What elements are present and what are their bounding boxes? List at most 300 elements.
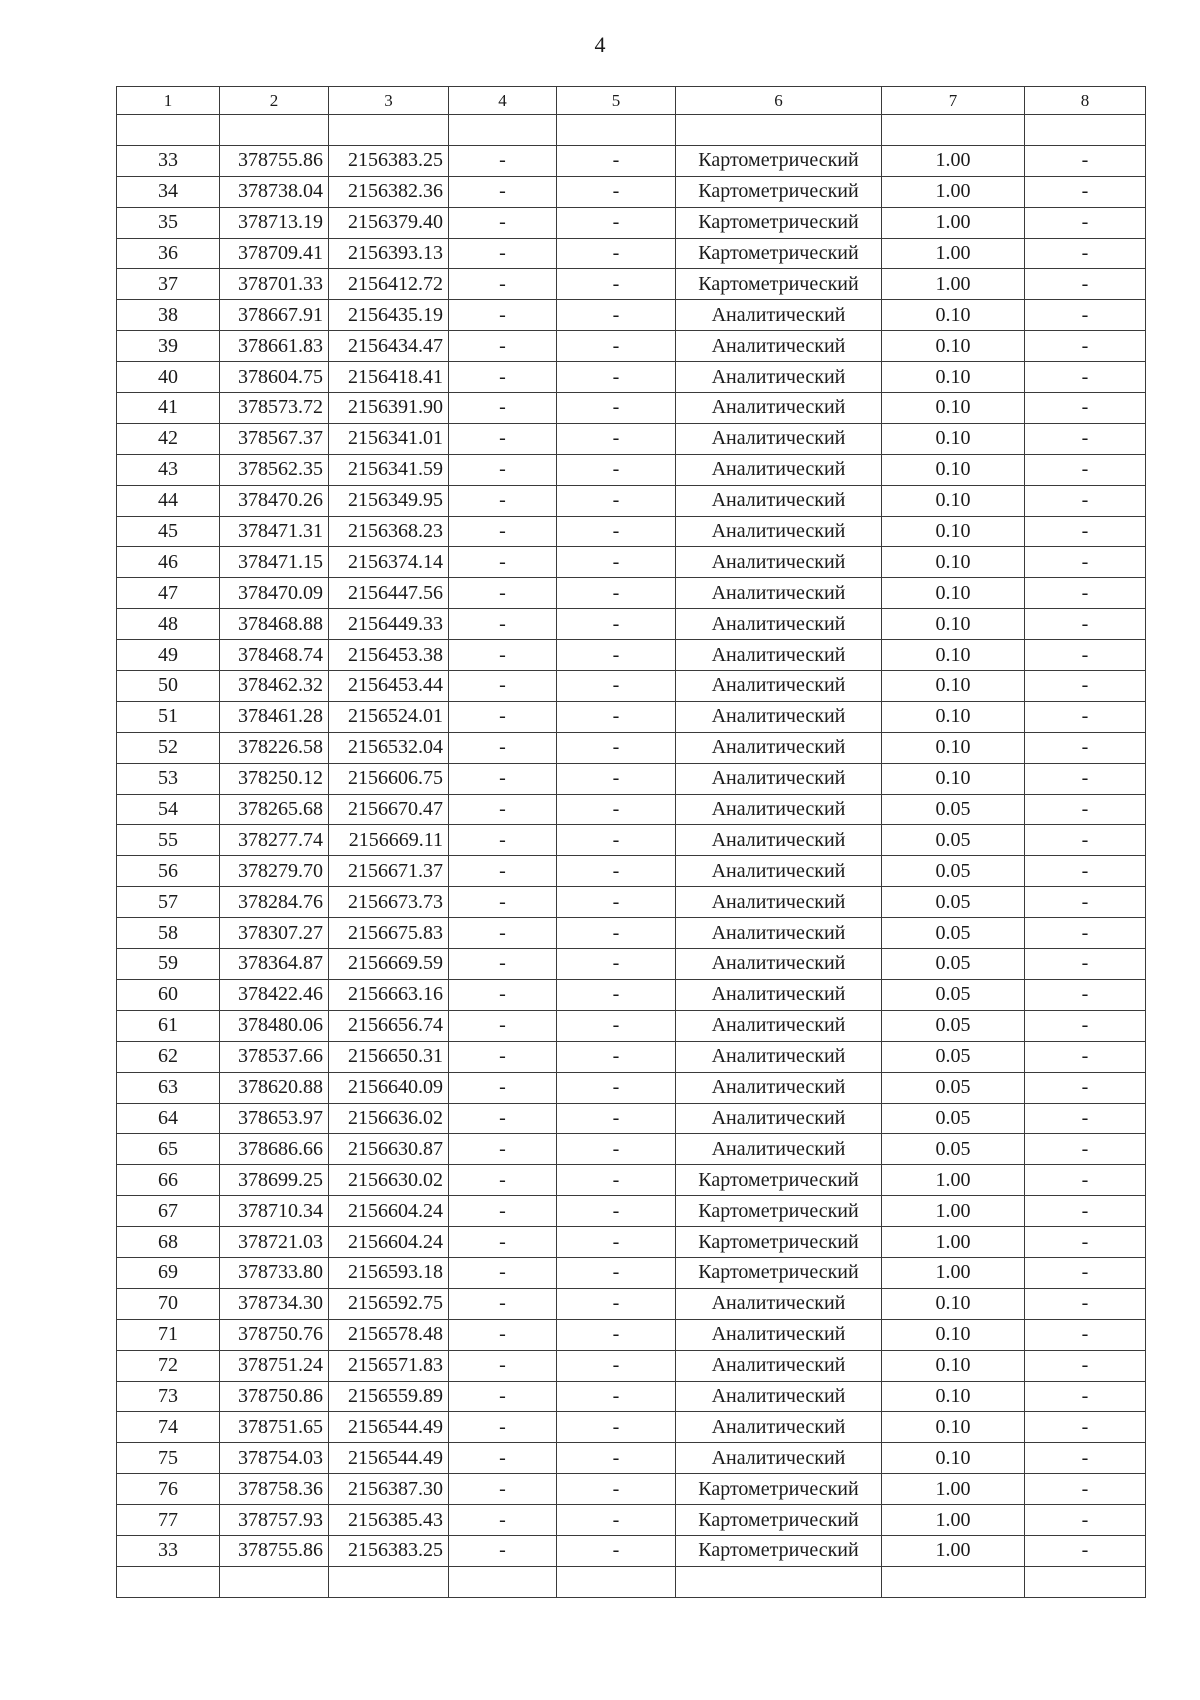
column-5-cell: -: [557, 300, 676, 331]
point-number-cell: 59: [117, 949, 220, 980]
x-coordinate-cell: 378250.12: [220, 763, 329, 794]
table-row: [117, 516, 1146, 547]
x-coordinate-cell: 378751.24: [220, 1350, 329, 1381]
point-number-cell: 60: [117, 979, 220, 1010]
table-row: [117, 300, 1146, 331]
accuracy-cell: 0.05: [882, 1010, 1025, 1041]
table-row: [117, 454, 1146, 485]
column-8-cell: -: [1025, 856, 1146, 887]
column-4-cell: -: [449, 362, 557, 393]
column-4-cell: -: [449, 578, 557, 609]
column-8-cell: -: [1025, 887, 1146, 918]
table-row: [117, 1103, 1146, 1134]
column-5-cell: -: [557, 423, 676, 454]
column-4-cell: -: [449, 516, 557, 547]
accuracy-cell: 1.00: [882, 207, 1025, 238]
column-header: 4: [449, 87, 557, 115]
x-coordinate-cell: 378755.86: [220, 145, 329, 176]
column-5-cell: -: [557, 1010, 676, 1041]
method-cell: Аналитический: [676, 300, 882, 331]
column-8-cell: -: [1025, 1165, 1146, 1196]
y-coordinate-cell: 2156559.89: [329, 1381, 449, 1412]
method-cell: Аналитический: [676, 1381, 882, 1412]
x-coordinate-cell: 378279.70: [220, 856, 329, 887]
x-coordinate-cell: 378226.58: [220, 732, 329, 763]
table-row: [117, 1165, 1146, 1196]
accuracy-cell: 1.00: [882, 269, 1025, 300]
y-coordinate-cell: 2156385.43: [329, 1505, 449, 1536]
point-number-cell: 57: [117, 887, 220, 918]
accuracy-cell: 0.05: [882, 1134, 1025, 1165]
column-5-cell: -: [557, 393, 676, 424]
method-cell: Аналитический: [676, 1072, 882, 1103]
column-header: 2: [220, 87, 329, 115]
column-8-cell: -: [1025, 516, 1146, 547]
accuracy-cell: 0.10: [882, 763, 1025, 794]
x-coordinate-cell: 378471.31: [220, 516, 329, 547]
column-5-cell: -: [557, 1196, 676, 1227]
x-coordinate-cell: 378480.06: [220, 1010, 329, 1041]
point-number-cell: 76: [117, 1474, 220, 1505]
column-5-cell: -: [557, 1288, 676, 1319]
x-coordinate-cell: 378701.33: [220, 269, 329, 300]
column-8-cell: -: [1025, 176, 1146, 207]
table-row: [117, 763, 1146, 794]
table-row: [117, 1319, 1146, 1350]
column-8-cell: -: [1025, 207, 1146, 238]
column-4-cell: -: [449, 207, 557, 238]
method-cell: Аналитический: [676, 1041, 882, 1072]
accuracy-cell: 0.10: [882, 547, 1025, 578]
y-coordinate-cell: 2156578.48: [329, 1319, 449, 1350]
x-coordinate-cell: 378468.88: [220, 609, 329, 640]
method-cell: Картометрический: [676, 1474, 882, 1505]
table-row: [117, 547, 1146, 578]
y-coordinate-cell: 2156593.18: [329, 1257, 449, 1288]
y-coordinate-cell: [329, 1566, 449, 1597]
method-cell: Аналитический: [676, 918, 882, 949]
y-coordinate-cell: 2156382.36: [329, 176, 449, 207]
method-cell: Аналитический: [676, 578, 882, 609]
column-5-cell: -: [557, 578, 676, 609]
point-number-cell: 39: [117, 331, 220, 362]
y-coordinate-cell: 2156673.73: [329, 887, 449, 918]
column-4-cell: -: [449, 1443, 557, 1474]
table-row: [117, 1134, 1146, 1165]
method-cell: Аналитический: [676, 516, 882, 547]
column-8-cell: -: [1025, 393, 1146, 424]
column-8-cell: -: [1025, 1350, 1146, 1381]
column-5-cell: -: [557, 1412, 676, 1443]
y-coordinate-cell: 2156349.95: [329, 485, 449, 516]
point-number-cell: 34: [117, 176, 220, 207]
x-coordinate-cell: 378604.75: [220, 362, 329, 393]
column-5-cell: -: [557, 176, 676, 207]
accuracy-cell: 1.00: [882, 1535, 1025, 1566]
point-number-cell: 67: [117, 1196, 220, 1227]
accuracy-cell: 0.05: [882, 1041, 1025, 1072]
column-4-cell: -: [449, 1165, 557, 1196]
column-8-cell: -: [1025, 485, 1146, 516]
column-4-cell: [449, 115, 557, 146]
column-5-cell: -: [557, 918, 676, 949]
column-8-cell: [1025, 1566, 1146, 1597]
y-coordinate-cell: 2156374.14: [329, 547, 449, 578]
method-cell: Аналитический: [676, 640, 882, 671]
method-cell: Аналитический: [676, 856, 882, 887]
x-coordinate-cell: 378755.86: [220, 1535, 329, 1566]
method-cell: Картометрический: [676, 269, 882, 300]
column-5-cell: -: [557, 269, 676, 300]
y-coordinate-cell: 2156387.30: [329, 1474, 449, 1505]
column-header: 8: [1025, 87, 1146, 115]
point-number-cell: 50: [117, 671, 220, 702]
y-coordinate-cell: 2156650.31: [329, 1041, 449, 1072]
column-4-cell: -: [449, 1103, 557, 1134]
y-coordinate-cell: 2156604.24: [329, 1196, 449, 1227]
y-coordinate-cell: 2156630.02: [329, 1165, 449, 1196]
x-coordinate-cell: [220, 1566, 329, 1597]
column-4-cell: -: [449, 1412, 557, 1443]
column-4-cell: -: [449, 825, 557, 856]
column-8-cell: -: [1025, 1257, 1146, 1288]
x-coordinate-cell: 378620.88: [220, 1072, 329, 1103]
column-4-cell: -: [449, 1474, 557, 1505]
method-cell: Картометрический: [676, 1227, 882, 1258]
accuracy-cell: 1.00: [882, 1505, 1025, 1536]
column-4-cell: -: [449, 1381, 557, 1412]
column-4-cell: -: [449, 485, 557, 516]
table-row: [117, 1381, 1146, 1412]
column-5-cell: -: [557, 1505, 676, 1536]
method-cell: Картометрический: [676, 176, 882, 207]
column-5-cell: -: [557, 145, 676, 176]
table-row: [117, 918, 1146, 949]
method-cell: Аналитический: [676, 1350, 882, 1381]
y-coordinate-cell: 2156341.01: [329, 423, 449, 454]
x-coordinate-cell: 378468.74: [220, 640, 329, 671]
x-coordinate-cell: 378307.27: [220, 918, 329, 949]
method-cell: Аналитический: [676, 1288, 882, 1319]
column-4-cell: -: [449, 918, 557, 949]
table-row: [117, 1041, 1146, 1072]
point-number-cell: 68: [117, 1227, 220, 1258]
table-row: [117, 145, 1146, 176]
x-coordinate-cell: 378284.76: [220, 887, 329, 918]
table-row: [117, 1010, 1146, 1041]
point-number-cell: 65: [117, 1134, 220, 1165]
table-header-row: [117, 87, 1146, 115]
method-cell: Аналитический: [676, 979, 882, 1010]
method-cell: Аналитический: [676, 825, 882, 856]
method-cell: Картометрический: [676, 1535, 882, 1566]
column-8-cell: -: [1025, 1103, 1146, 1134]
table-row: [117, 485, 1146, 516]
y-coordinate-cell: 2156391.90: [329, 393, 449, 424]
column-8-cell: -: [1025, 825, 1146, 856]
point-number-cell: 46: [117, 547, 220, 578]
x-coordinate-cell: 378461.28: [220, 701, 329, 732]
page-number: 4: [594, 32, 606, 57]
accuracy-cell: 1.00: [882, 1165, 1025, 1196]
column-4-cell: -: [449, 640, 557, 671]
point-number-cell: 61: [117, 1010, 220, 1041]
column-5-cell: -: [557, 1381, 676, 1412]
x-coordinate-cell: 378661.83: [220, 331, 329, 362]
point-number-cell: 74: [117, 1412, 220, 1443]
point-number-cell: 43: [117, 454, 220, 485]
table-row: [117, 1535, 1146, 1566]
point-number-cell: 54: [117, 794, 220, 825]
method-cell: Аналитический: [676, 887, 882, 918]
point-number-cell: 75: [117, 1443, 220, 1474]
column-4-cell: -: [449, 393, 557, 424]
table-row: [117, 362, 1146, 393]
column-4-cell: -: [449, 609, 557, 640]
accuracy-cell: 0.10: [882, 1443, 1025, 1474]
column-5-cell: -: [557, 547, 676, 578]
accuracy-cell: 0.10: [882, 423, 1025, 454]
x-coordinate-cell: 378537.66: [220, 1041, 329, 1072]
column-4-cell: -: [449, 176, 557, 207]
table-row: [117, 1412, 1146, 1443]
column-4-cell: -: [449, 454, 557, 485]
table-row: [117, 238, 1146, 269]
accuracy-cell: 0.10: [882, 1412, 1025, 1443]
y-coordinate-cell: 2156606.75: [329, 763, 449, 794]
column-4-cell: -: [449, 331, 557, 362]
column-8-cell: -: [1025, 423, 1146, 454]
column-5-cell: -: [557, 1134, 676, 1165]
accuracy-cell: [882, 1566, 1025, 1597]
accuracy-cell: 0.10: [882, 578, 1025, 609]
method-cell: Аналитический: [676, 949, 882, 980]
column-5-cell: -: [557, 1103, 676, 1134]
accuracy-cell: 1.00: [882, 238, 1025, 269]
method-cell: Картометрический: [676, 145, 882, 176]
column-5-cell: -: [557, 1072, 676, 1103]
x-coordinate-cell: 378738.04: [220, 176, 329, 207]
accuracy-cell: 0.10: [882, 516, 1025, 547]
point-number-cell: 70: [117, 1288, 220, 1319]
column-4-cell: -: [449, 1227, 557, 1258]
y-coordinate-cell: 2156383.25: [329, 145, 449, 176]
y-coordinate-cell: 2156544.49: [329, 1412, 449, 1443]
y-coordinate-cell: 2156379.40: [329, 207, 449, 238]
column-5-cell: [557, 115, 676, 146]
column-5-cell: -: [557, 238, 676, 269]
column-5-cell: -: [557, 1474, 676, 1505]
column-5-cell: -: [557, 207, 676, 238]
accuracy-cell: 1.00: [882, 1196, 1025, 1227]
method-cell: Картометрический: [676, 238, 882, 269]
column-4-cell: -: [449, 701, 557, 732]
x-coordinate-cell: 378277.74: [220, 825, 329, 856]
table-body: [117, 115, 1146, 1598]
method-cell: Аналитический: [676, 1319, 882, 1350]
accuracy-cell: 0.10: [882, 732, 1025, 763]
y-coordinate-cell: 2156418.41: [329, 362, 449, 393]
x-coordinate-cell: 378699.25: [220, 1165, 329, 1196]
column-8-cell: -: [1025, 1412, 1146, 1443]
method-cell: [676, 115, 882, 146]
column-4-cell: -: [449, 238, 557, 269]
point-number-cell: 66: [117, 1165, 220, 1196]
column-8-cell: -: [1025, 578, 1146, 609]
point-number-cell: 72: [117, 1350, 220, 1381]
column-8-cell: -: [1025, 671, 1146, 702]
point-number-cell: [117, 115, 220, 146]
x-coordinate-cell: 378422.46: [220, 979, 329, 1010]
x-coordinate-cell: 378471.15: [220, 547, 329, 578]
table-row: [117, 825, 1146, 856]
point-number-cell: 42: [117, 423, 220, 454]
column-5-cell: -: [557, 609, 676, 640]
column-5-cell: -: [557, 362, 676, 393]
column-8-cell: -: [1025, 300, 1146, 331]
method-cell: Аналитический: [676, 1134, 882, 1165]
table-row: [117, 1474, 1146, 1505]
column-8-cell: -: [1025, 1505, 1146, 1536]
accuracy-cell: 0.10: [882, 609, 1025, 640]
accuracy-cell: 0.10: [882, 393, 1025, 424]
y-coordinate-cell: 2156604.24: [329, 1227, 449, 1258]
y-coordinate-cell: 2156670.47: [329, 794, 449, 825]
x-coordinate-cell: 378709.41: [220, 238, 329, 269]
column-4-cell: -: [449, 423, 557, 454]
y-coordinate-cell: 2156383.25: [329, 1535, 449, 1566]
accuracy-cell: 0.10: [882, 1381, 1025, 1412]
column-8-cell: -: [1025, 1288, 1146, 1319]
column-5-cell: -: [557, 1443, 676, 1474]
column-5-cell: -: [557, 1350, 676, 1381]
column-5-cell: -: [557, 949, 676, 980]
point-number-cell: 44: [117, 485, 220, 516]
method-cell: Аналитический: [676, 1103, 882, 1134]
accuracy-cell: 0.05: [882, 949, 1025, 980]
column-4-cell: -: [449, 300, 557, 331]
point-number-cell: 71: [117, 1319, 220, 1350]
method-cell: Аналитический: [676, 1443, 882, 1474]
table-row: [117, 701, 1146, 732]
column-5-cell: -: [557, 856, 676, 887]
method-cell: Картометрический: [676, 207, 882, 238]
column-8-cell: -: [1025, 269, 1146, 300]
x-coordinate-cell: 378686.66: [220, 1134, 329, 1165]
y-coordinate-cell: 2156532.04: [329, 732, 449, 763]
accuracy-cell: 0.10: [882, 1319, 1025, 1350]
accuracy-cell: 0.05: [882, 856, 1025, 887]
x-coordinate-cell: 378562.35: [220, 454, 329, 485]
y-coordinate-cell: 2156630.87: [329, 1134, 449, 1165]
y-coordinate-cell: [329, 115, 449, 146]
accuracy-cell: 0.10: [882, 671, 1025, 702]
table-row: [117, 609, 1146, 640]
table-row: [117, 640, 1146, 671]
column-8-cell: -: [1025, 547, 1146, 578]
accuracy-cell: 0.10: [882, 300, 1025, 331]
y-coordinate-cell: 2156453.38: [329, 640, 449, 671]
column-4-cell: -: [449, 1535, 557, 1566]
point-number-cell: 52: [117, 732, 220, 763]
column-5-cell: -: [557, 516, 676, 547]
table-row: [117, 887, 1146, 918]
method-cell: Аналитический: [676, 701, 882, 732]
column-4-cell: -: [449, 1505, 557, 1536]
column-4-cell: -: [449, 1288, 557, 1319]
point-number-cell: 37: [117, 269, 220, 300]
column-8-cell: -: [1025, 1010, 1146, 1041]
y-coordinate-cell: 2156524.01: [329, 701, 449, 732]
column-4-cell: -: [449, 856, 557, 887]
column-4-cell: -: [449, 1072, 557, 1103]
column-4-cell: [449, 1566, 557, 1597]
column-5-cell: -: [557, 1535, 676, 1566]
table-row: [117, 1505, 1146, 1536]
y-coordinate-cell: 2156671.37: [329, 856, 449, 887]
column-5-cell: -: [557, 1041, 676, 1072]
y-coordinate-cell: 2156412.72: [329, 269, 449, 300]
method-cell: Картометрический: [676, 1505, 882, 1536]
column-5-cell: -: [557, 763, 676, 794]
method-cell: [676, 1566, 882, 1597]
column-8-cell: -: [1025, 1535, 1146, 1566]
method-cell: Картометрический: [676, 1196, 882, 1227]
x-coordinate-cell: 378754.03: [220, 1443, 329, 1474]
accuracy-cell: 0.10: [882, 454, 1025, 485]
column-8-cell: -: [1025, 732, 1146, 763]
column-8-cell: -: [1025, 1227, 1146, 1258]
point-number-cell: 62: [117, 1041, 220, 1072]
column-8-cell: -: [1025, 1072, 1146, 1103]
table-row: [117, 423, 1146, 454]
column-5-cell: -: [557, 825, 676, 856]
table-row: [117, 115, 1146, 146]
accuracy-cell: 0.10: [882, 485, 1025, 516]
x-coordinate-cell: 378750.76: [220, 1319, 329, 1350]
column-8-cell: -: [1025, 979, 1146, 1010]
column-5-cell: -: [557, 1227, 676, 1258]
y-coordinate-cell: 2156435.19: [329, 300, 449, 331]
x-coordinate-cell: 378470.26: [220, 485, 329, 516]
column-8-cell: -: [1025, 949, 1146, 980]
column-8-cell: -: [1025, 1134, 1146, 1165]
accuracy-cell: 0.10: [882, 331, 1025, 362]
table-row: [117, 1288, 1146, 1319]
accuracy-cell: 1.00: [882, 145, 1025, 176]
y-coordinate-cell: 2156453.44: [329, 671, 449, 702]
accuracy-cell: [882, 115, 1025, 146]
column-4-cell: -: [449, 1350, 557, 1381]
x-coordinate-cell: 378653.97: [220, 1103, 329, 1134]
point-number-cell: 33: [117, 145, 220, 176]
method-cell: Аналитический: [676, 547, 882, 578]
x-coordinate-cell: 378713.19: [220, 207, 329, 238]
point-number-cell: 33: [117, 1535, 220, 1566]
table-row: [117, 1443, 1146, 1474]
table-row: [117, 1227, 1146, 1258]
column-header: 7: [882, 87, 1025, 115]
accuracy-cell: 0.10: [882, 362, 1025, 393]
column-4-cell: -: [449, 1134, 557, 1165]
x-coordinate-cell: 378758.36: [220, 1474, 329, 1505]
column-4-cell: -: [449, 949, 557, 980]
method-cell: Аналитический: [676, 362, 882, 393]
table-row: [117, 393, 1146, 424]
column-5-cell: -: [557, 331, 676, 362]
point-number-cell: 63: [117, 1072, 220, 1103]
point-number-cell: 40: [117, 362, 220, 393]
